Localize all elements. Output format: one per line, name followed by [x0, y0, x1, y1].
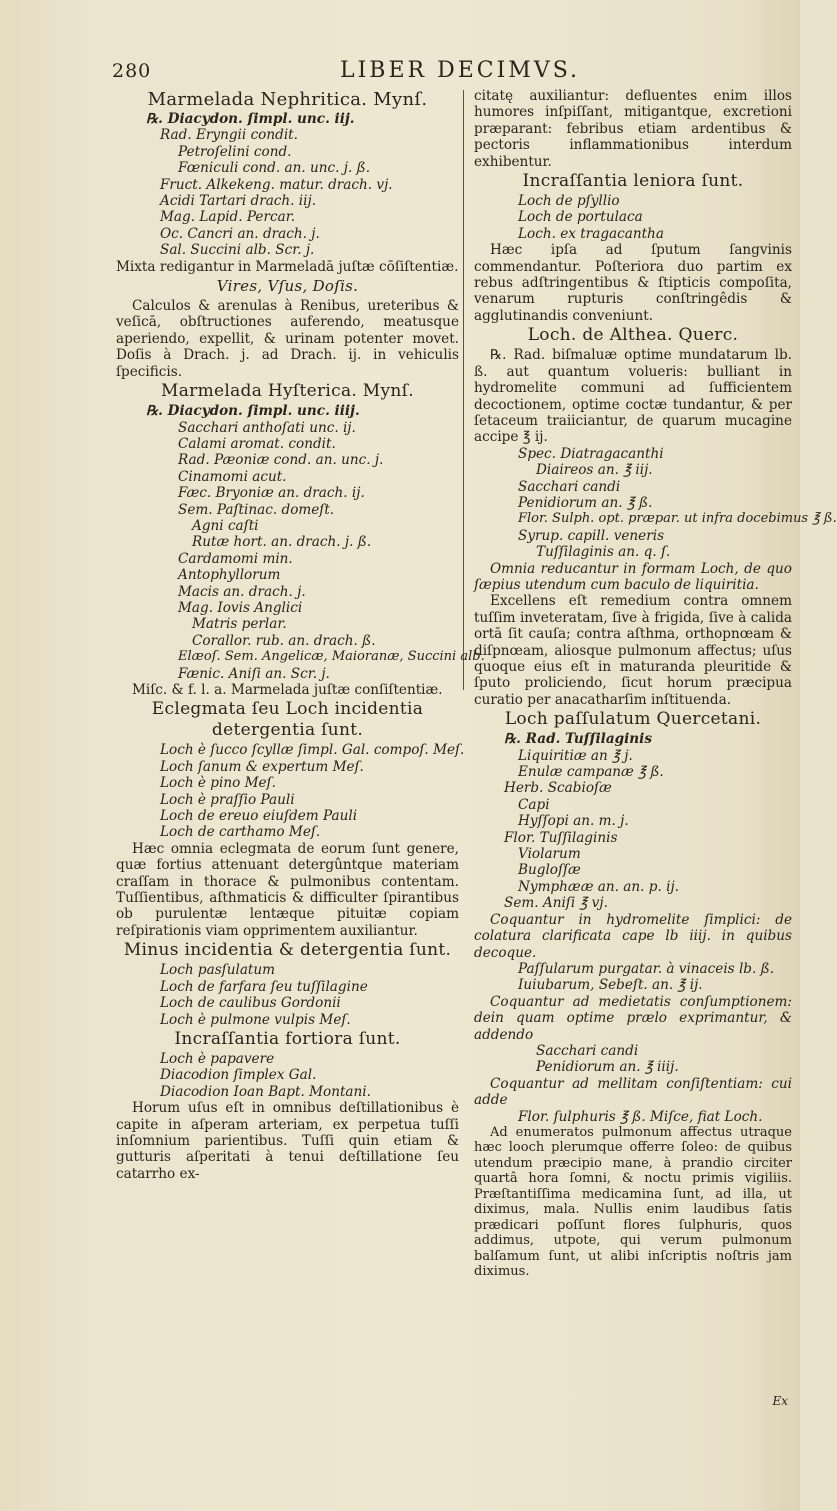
recipe-line: Flor. Tuſſilaginis	[504, 829, 618, 846]
recipe-line: Mag. Iovis Anglici	[178, 599, 303, 616]
paragraph: Excellens eſt remedium contra omnem tuſſim inveteratam, ſive à frigida, ſive à calida ortā ſit cauſa; contra aſthma, orthopnœam & diſpnœam, aliosque pulmonum affectus; uſus quoque eius eſt in maturanda pleuritide & ſputo proliciendo, ſicut horum præcipua curatio per anacatharſim inſtituenda.	[474, 593, 792, 708]
recipe-line: Iuiubarum, Sebeſt. an. ℥ ij.	[518, 977, 703, 994]
list-item: Loch ſanum & expertum Meſ.	[160, 758, 364, 775]
paragraph: Hæc ipſa ad ſputum ſangvinis commendantur. Poſteriora duo partim ex rebus adſtringentibus & ſtipticis compoſita, venarum rupturis conſtringêdis & agglutinandis conveniunt.	[474, 242, 792, 324]
recipe-passularum	[474, 961, 792, 994]
recipe-line: Fænic. Aniſi an. Scr. j.	[178, 665, 330, 682]
paragraph: Horum uſus eſt in omnibus deſtillationibus è capite in aſperam arteriam, ex perpetua tuſſi inſomnium parientibus. Tuſſi quin etiam & gutturis aſperitati à tenui deſtillatione ſeu catarrho ex-	[116, 1100, 459, 1182]
recipe-line: Spec. Diatragacanthi	[518, 445, 664, 462]
list-item: Loch. ex tragacantha	[518, 225, 664, 242]
recipe-line: Violarum	[518, 846, 581, 863]
recipe-line: Syrup. capill. veneris	[518, 527, 665, 544]
recipe-line: Elæoſ. Sem. Angelicæ, Maioranæ, Succini alb.	[178, 649, 485, 665]
list-loch-incidentia	[116, 742, 465, 841]
recipe-line: Fruct. Alkekeng. matur. drach. vj.	[160, 176, 393, 193]
recipe-line: Bugloſſæ	[518, 862, 581, 879]
recipe-line: Capi	[518, 796, 550, 813]
list-item: Loch de carthamo Meſ.	[160, 824, 321, 841]
heading-minus-incidentia: Minus incidentia & detergentia ſunt.	[123, 940, 452, 961]
paragraph: Calculos & arenulas à Renibus, ureteribus & veſicā, obſtructiones auferendo, meatusque aperiendo, expellit, & urinam potenter movet. Doſis à Drach. j. ad Drach. ij. in vehiculis ſpecificis.	[116, 298, 459, 380]
recipe-line: Diaireos an. ℥ iij.	[536, 462, 653, 479]
heading-vires: Vires, Vſus, Doſis.	[216, 277, 359, 296]
recipe-line: Petroſelini cond.	[178, 143, 292, 160]
recipe-line: Herb. Scabioſæ	[504, 780, 612, 797]
recipe-althea	[474, 445, 837, 561]
recipe-line: Flor. ſulphuris ℥ ß. Miſce, fiat Loch.	[518, 1108, 763, 1125]
recipe-hysterica	[116, 403, 485, 682]
heading-marmelada-hysterica: Marmelada Hyſterica. Mynſ.	[161, 381, 414, 402]
recipe-nephritica	[116, 111, 459, 259]
recipe-line: Fœniculi cond. an. unc. j. ß.	[178, 160, 371, 177]
recipe-line: ℞. Rad. Tuſſilaginis	[504, 731, 652, 748]
recipe-line: Rutæ hort. an. drach. j. ß.	[192, 534, 372, 551]
left-column	[116, 88, 485, 1182]
recipe-sulphur	[474, 1109, 792, 1125]
recipe-line: Acidi Tartari drach. iij.	[160, 193, 317, 210]
paragraph: Coquantur ad medietatis conſumptionem: dein quam optime prælo exprimantur, & addendo	[474, 993, 792, 1043]
recipe-line: Oc. Cancri an. drach. j.	[160, 225, 320, 242]
heading-loch-de-althea: Loch. de Althea. Querc.	[527, 325, 739, 346]
paragraph: Coquantur in hydromelite ſimplici: de colatura clarificata cape lb iiij. in quibus decoque.	[474, 911, 792, 961]
column-divider	[463, 90, 464, 690]
recipe-line: Matris perlar.	[192, 616, 287, 633]
recipe-sacchari	[474, 1043, 792, 1076]
heading-loch-passulatum: Loch paſſulatum Quercetani.	[504, 709, 762, 730]
list-incrassantia-leniora	[474, 193, 792, 242]
recipe-line: Antophyllorum	[178, 567, 281, 584]
list-item: Loch de portulaca	[518, 209, 643, 226]
paragraph: Omnia reducantur in formam Loch, de quo ſæpius utendum cum baculo de liquiritia.	[474, 560, 792, 593]
paragraph: citatę auxiliantur: defluentes enim illos humores inſpiſſant, mitigantque, excretioni præparant: febribus etiam ardentibus & pectoris inflammationibus interdum exhibentur.	[474, 88, 792, 170]
recipe-line: Paſſularum purgatar. à vinaceis lb. ß.	[518, 960, 775, 977]
recipe-line: Penidiorum an. ℥ ß.	[518, 494, 653, 511]
recipe-line: Cardamomi min.	[178, 550, 293, 567]
recipe-line: ℞. Diacydon. ſimpl. unc. iiij.	[146, 403, 360, 420]
recipe-line: Macis an. drach. j.	[178, 583, 306, 600]
recipe-line: Nymphææ an. an. p. ij.	[518, 878, 680, 895]
recipe-passulatum	[474, 731, 792, 911]
list-item: Loch è papavere	[160, 1050, 275, 1067]
list-item: Loch è pino Meſ.	[160, 775, 276, 792]
recipe-line: Mag. Lapid. Percar.	[160, 209, 296, 226]
heading-incrassantia-fortiora: Incraſſantia fortiora ſunt.	[174, 1028, 401, 1049]
heading-marmelada-nephritica: Marmelada Nephritica. Mynſ.	[147, 89, 428, 110]
list-item: Diacodion Ioan Bapt. Montani.	[160, 1083, 371, 1100]
paragraph: Miſc. & f. l. a. Marmelada juſtæ conſiſtentiæ.	[132, 682, 443, 698]
list-item: Loch è ſucco ſcyllæ ſimpl. Gal. compoſ. Meſ.	[160, 742, 465, 759]
recipe-line: Tuſſilaginis an. q. ſ.	[536, 544, 671, 561]
running-head: LIBER DECIMVS.	[340, 58, 580, 83]
list-item: Loch de farfara ſeu tuſſilagine	[160, 978, 368, 995]
recipe-line: Sem. Aniſi ℥ vj.	[504, 895, 608, 912]
list-item: Loch de caulibus Gordonii	[160, 995, 341, 1012]
list-item: Loch de pſyllio	[518, 193, 620, 210]
list-incrassantia-fortiora	[116, 1051, 459, 1100]
list-item: Loch è praſſio Pauli	[160, 791, 295, 808]
recipe-line: Agni caſti	[192, 517, 259, 534]
paragraph: Mixta redigantur in Marmeladā juſtæ cōſiſtentiæ.	[116, 258, 459, 275]
paragraph: ℞. Rad. biſmaluæ optime mundatarum lb. ß. aut quantum volueris: bulliant in hydromelite communi ad ſufficientem decoctionem, optime coctæ tundantur, & per ſetaceum traiiciantur, de quarum mucagine accipe ℥ ij.	[474, 347, 792, 446]
recipe-line: Sacchari candi	[518, 478, 621, 495]
heading-eclegmata: Eclegmata ſeu Loch incidentia detergentia ſunt.	[151, 699, 424, 741]
recipe-line: Calami aromat. condit.	[178, 435, 336, 452]
recipe-line: Corallor. rub. an. drach. ß.	[192, 632, 376, 649]
catchword: Ex	[772, 1394, 788, 1408]
right-column	[474, 88, 837, 1280]
recipe-line: Rad. Pæoniæ cond. an. unc. j.	[178, 452, 384, 469]
recipe-line: Rad. Eryngii condit.	[160, 127, 298, 144]
paragraph: Coquantur ad mellitam conſiſtentiam: cui adde	[474, 1075, 792, 1109]
recipe-line: Hyſſopi an. m. j.	[518, 813, 629, 830]
recipe-line: Sem. Paſtinac. domeſt.	[178, 501, 335, 518]
recipe-line: Sacchari candi	[536, 1042, 639, 1059]
recipe-line: Enulæ campanæ ℥ ß.	[518, 764, 664, 781]
paragraph: Hæc omnia eclegmata de eorum ſunt genere, quæ fortius attenuant detergûntque materiam craſſam in thorace & pulmonibus contentam. Tuſſientibus, aſthmaticis & difficulter ſpirantibus ob purulentæ lentæque pituitæ copiam reſpirationis viam opprimentem auxiliantur.	[116, 840, 459, 939]
page-number: 280	[112, 60, 152, 82]
list-item: Loch è pulmone vulpis Meſ.	[160, 1011, 351, 1028]
list-item: Loch pasſulatum	[160, 962, 276, 979]
recipe-line: Penidiorum an. ℥ iiij.	[536, 1059, 679, 1076]
recipe-line: Cinamomi acut.	[178, 468, 287, 485]
recipe-line: Sacchari anthoſati unc. ij.	[178, 419, 356, 436]
recipe-line: Flor. Sulph. opt. præpar. ut infra docebimus ℥ ß.	[518, 511, 837, 527]
paragraph: Ad enumeratos pulmonum affectus utraque hæc looch plerumque offerre ſoleo: de quibus utendum præcipio mane, à prandio circiter quartâ hora ſomni, & noctu primis vigiliis. Præſtantiſſima medicamina ſunt, ad illa, ut diximus, mala. Nullis enim laudibus ſatis prædicari poſſunt flores ſulphuris, quos addimus, utpote, qui verum pulmonum balſamum ſunt, ut alibi inſcriptis noſtris jam diximus.	[474, 1124, 792, 1280]
recipe-line: ℞. Diacydon. ſimpl. unc. iij.	[146, 111, 355, 127]
recipe-line: Liquiritiæ an ℥ j.	[518, 747, 633, 764]
heading-incrassantia-leniora: Incraſſantia leniora ſunt.	[522, 171, 744, 192]
list-item: Diacodion ſimplex Gal.	[160, 1067, 317, 1084]
list-minus-incidentia	[116, 962, 459, 1028]
recipe-line: Sal. Succini alb. Scr. j.	[160, 242, 315, 259]
list-item: Loch de ereuo eiuſdem Pauli	[160, 808, 358, 825]
recipe-line: Fæc. Bryoniæ an. drach. ij.	[178, 485, 365, 502]
